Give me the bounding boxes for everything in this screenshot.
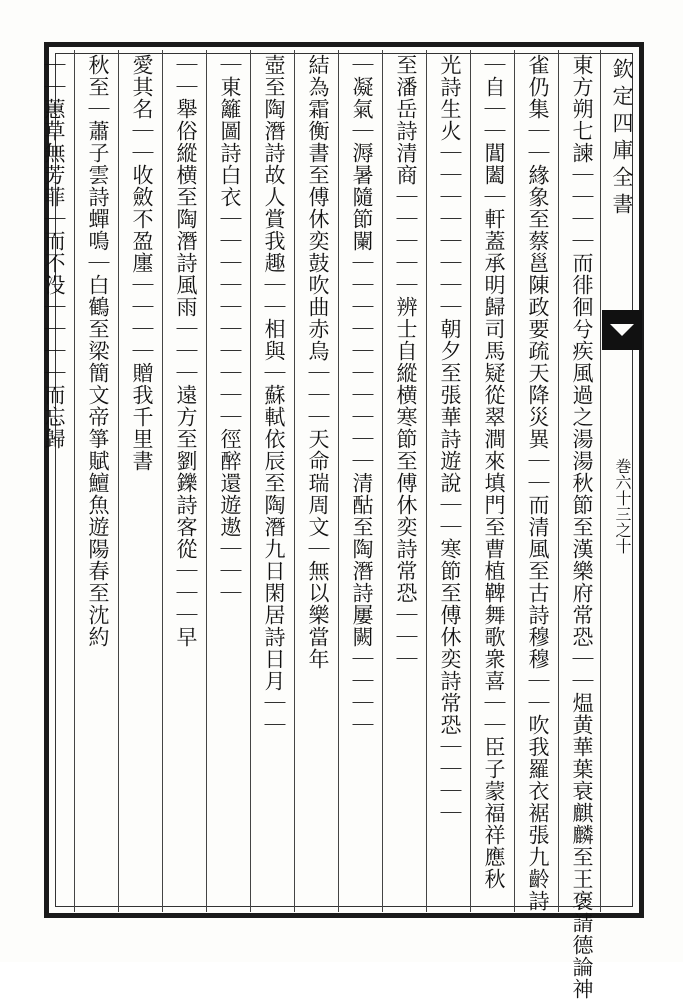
text-column-3: ｜自｜｜閶闔｜軒蓋承明歸司馬疑從翠澗來填門至曹植鞞舞歌衆喜｜｜臣子蒙福祥應秋 bbox=[482, 54, 506, 890]
text-column-7: 結為霜衡書至傅休奕鼓吹曲赤烏｜｜｜天命瑞周文｜無以樂當年 bbox=[306, 54, 330, 670]
text-column-13: ｜｜蕙草無芳菲｜而不没｜｜｜｜而忘歸 bbox=[42, 54, 66, 450]
text-column-9: ｜東籬圖詩白衣｜｜｜｜｜｜｜｜｜｜徑醉還遊遨｜｜｜ bbox=[218, 54, 242, 604]
text-column-2: 雀仍集｜｜緣象至蔡邕陳政要疏天降災異｜｜而清風至古詩穆穆｜｜吹我羅衣裾張九齡詩 bbox=[526, 54, 550, 912]
column-rule bbox=[294, 50, 295, 912]
text-column-1: 東方朔七諫｜｜｜｜而徘徊兮疾風過之湯湯秋節至漢樂府常恐｜｜煴黄華葉衰麒麟至王褒請德論神 bbox=[570, 54, 594, 1000]
volume-label: 巻六十三之十 bbox=[613, 458, 632, 554]
text-column-5: 至潘岳詩清商｜｜｜｜｜辨士自縱横寒節至傅休奕詩常恐｜｜｜ bbox=[394, 54, 418, 670]
column-rule bbox=[558, 50, 559, 912]
column-rule bbox=[118, 50, 119, 912]
column-rule bbox=[470, 50, 471, 912]
column-rule bbox=[382, 50, 383, 912]
book-title: 欽定四庫全書 bbox=[610, 58, 634, 220]
column-rule bbox=[206, 50, 207, 912]
column-rule bbox=[74, 50, 75, 912]
text-column-6: ｜凝氣｜溽暑隨節闌｜｜｜｜｜｜｜｜｜｜清酤至陶潛詩屢闕｜｜｜｜ bbox=[350, 54, 374, 736]
text-column-12: 秋至｜蕭子雲詩蟬鳴｜白鶴至梁簡文帝箏賦鱣魚遊陽春至沈約 bbox=[86, 54, 110, 648]
column-rule bbox=[162, 50, 163, 912]
text-column-4: 光詩生火｜｜｜｜｜｜｜｜朝夕至張華詩遊說｜｜寒節至傅休奕詩常恐｜｜｜｜ bbox=[438, 54, 462, 824]
text-column-8: 壺至陶潛詩故人賞我趣｜｜相與｜蘇軾依辰至陶潛九日閑居詩日月｜｜ bbox=[262, 54, 286, 736]
column-rule bbox=[250, 50, 251, 912]
text-column-10: ｜｜舉俗縱横至陶潛詩風雨｜｜｜遠方至劉鑠詩客從｜｜｜早 bbox=[174, 54, 198, 648]
column-rule bbox=[426, 50, 427, 912]
text-column-11: 愛其名｜｜收斂不盈廛｜｜｜｜贈我千里書 bbox=[130, 54, 154, 472]
fishtail-mark-icon bbox=[602, 310, 642, 350]
column-rule bbox=[338, 50, 339, 912]
block-center-header bbox=[602, 50, 642, 912]
column-rule bbox=[514, 50, 515, 912]
